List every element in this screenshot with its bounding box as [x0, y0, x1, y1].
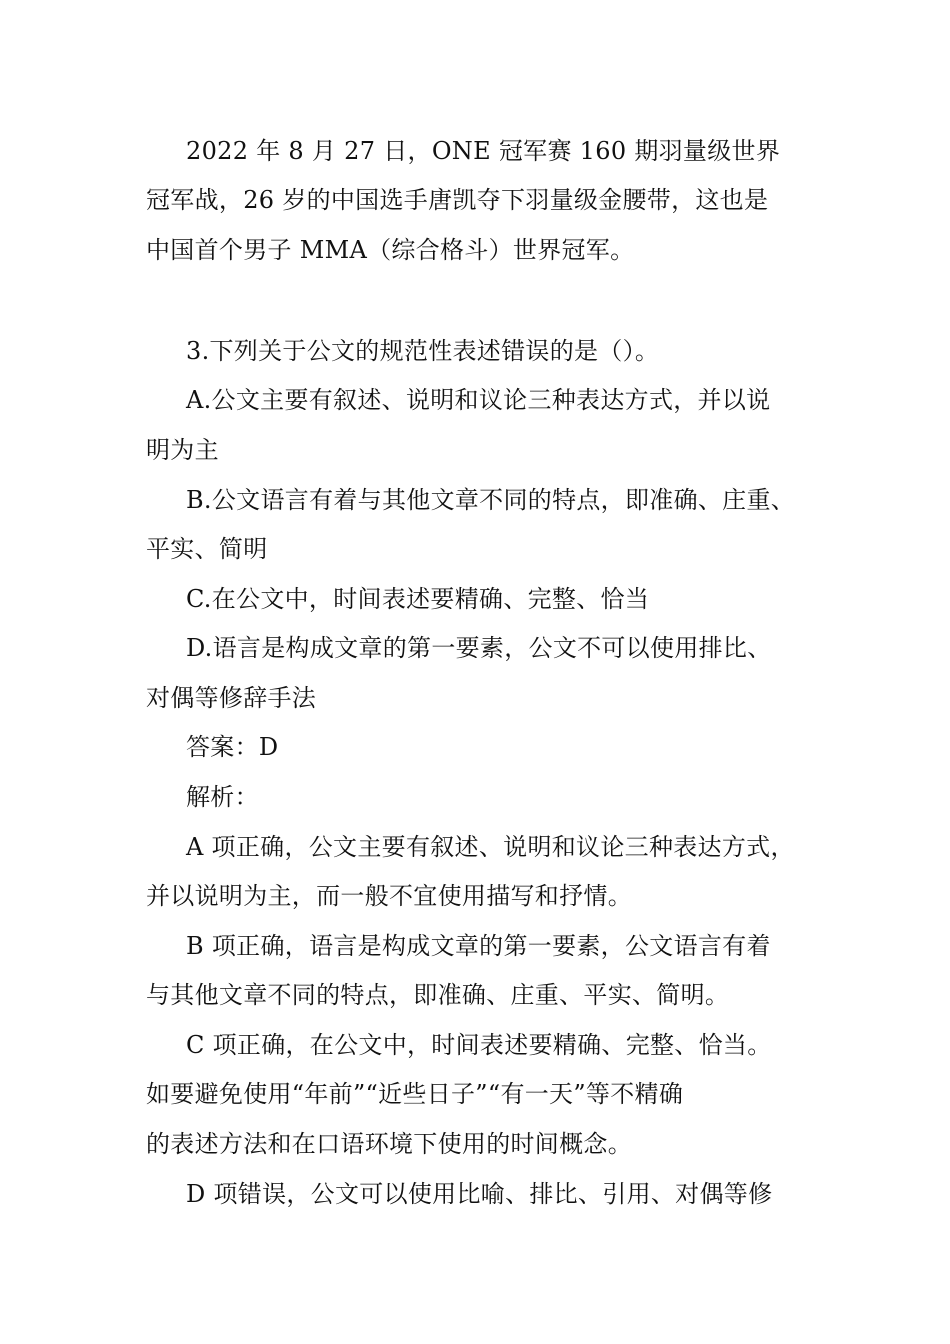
analysis-c-line-1: C 项正确，在公文中，时间表述要精确、完整、恰当。: [186, 1031, 772, 1059]
option-c-line-1: C.在公文中，时间表述要精确、完整、恰当: [186, 585, 650, 613]
analysis-a-line-1: A 项正确，公文主要有叙述、说明和议论三种表达方式，: [186, 833, 795, 861]
option-b-line-1: B.公文语言有着与其他文章不同的特点，即准确、庄重、: [186, 486, 796, 514]
option-a-line-1: A.公文主要有叙述、说明和议论三种表达方式，并以说: [186, 386, 771, 414]
option-d-line-2: 对偶等修辞手法: [146, 684, 317, 712]
analysis-c-line-2: 如要避免使用“年前”“近些日子”“有一天”等不精确: [146, 1080, 684, 1108]
question-stem: 3.下列关于公文的规范性表述错误的是（）。: [186, 337, 660, 365]
answer: 答案：D: [186, 733, 279, 761]
analysis-b-line-1: B 项正确，语言是构成文章的第一要素，公文语言有着: [186, 932, 771, 960]
intro-line-1: 2022 年 8 月 27 日，ONE 冠军赛 160 期羽量级世界: [186, 137, 781, 165]
analysis-a-line-2: 并以说明为主，而一般不宜使用描写和抒情。: [146, 882, 632, 910]
analysis-d-line-1: D 项错误，公文可以使用比喻、排比、引用、对偶等修: [186, 1180, 773, 1208]
intro-line-2: 冠军战，26 岁的中国选手唐凯夺下羽量级金腰带，这也是: [146, 186, 769, 214]
option-a-line-2: 明为主: [146, 436, 219, 464]
option-d-line-1: D.语言是构成文章的第一要素，公文不可以使用排比、: [186, 634, 772, 662]
intro-line-3: 中国首个男子 MMA（综合格斗）世界冠军。: [146, 236, 635, 264]
analysis-label: 解析：: [186, 783, 259, 811]
analysis-c-line-3: 的表述方法和在口语环境下使用的时间概念。: [146, 1130, 632, 1158]
option-b-line-2: 平实、简明: [146, 535, 268, 563]
analysis-b-line-2: 与其他文章不同的特点，即准确、庄重、平实、简明。: [146, 981, 730, 1009]
